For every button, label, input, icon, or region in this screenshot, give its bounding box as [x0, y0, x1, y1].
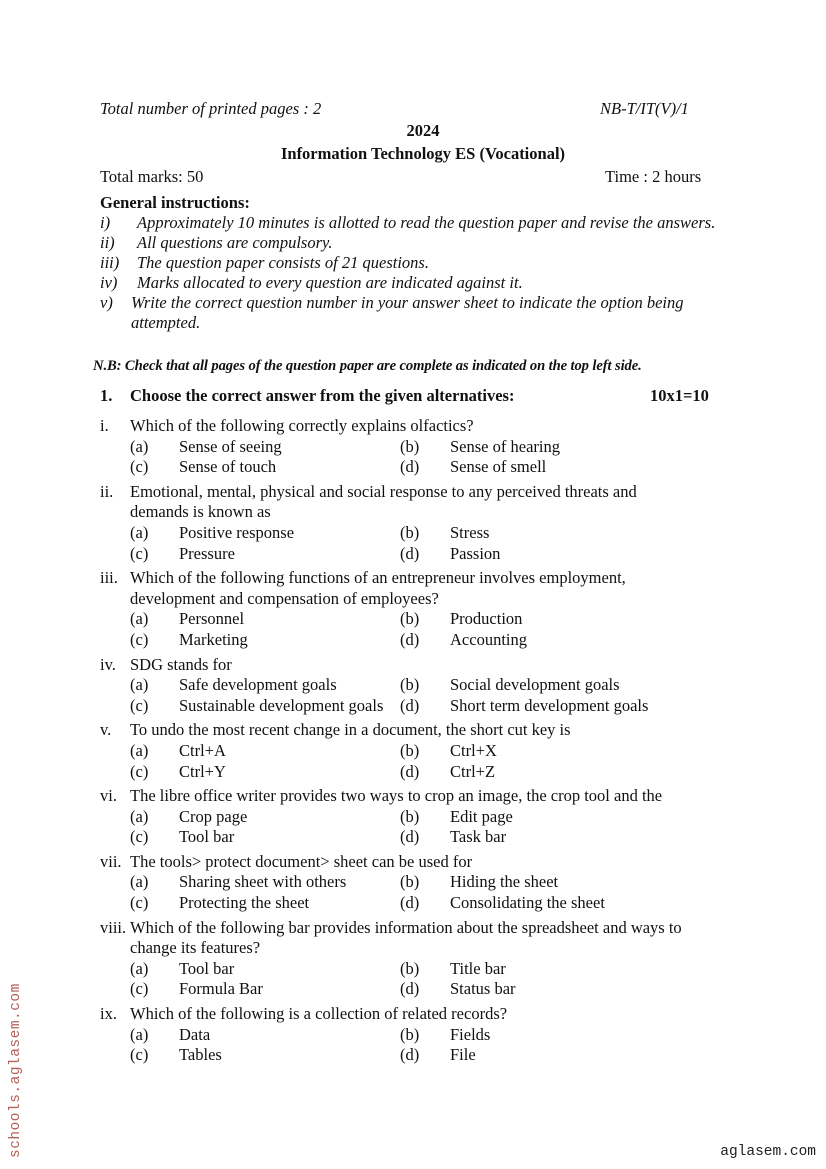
question	[100, 568, 740, 650]
question-text: Which of the following functions of an entrepreneur involves employment,	[130, 568, 626, 588]
question-text-line	[100, 938, 740, 959]
option-label: (c)	[130, 827, 149, 847]
option-text: Title bar	[450, 958, 506, 978]
instruction-number: ii)	[100, 233, 115, 252]
option-text: Sense of hearing	[450, 436, 560, 456]
option-label: (b)	[400, 436, 420, 456]
option-label: (c)	[130, 457, 149, 477]
question-text-line	[100, 589, 740, 610]
exam-year: 2024	[406, 121, 440, 140]
option-text: Positive response	[179, 522, 295, 542]
instruction-text: Approximately 10 minutes is allotted to read the question paper and revise the answers.	[137, 213, 716, 232]
question	[100, 852, 740, 914]
nb-note: N.B: Check that all pages of the question paper are complete as indicated on the top left side.	[93, 358, 642, 374]
question-text: development and compensation of employees?	[130, 588, 439, 608]
option-row	[100, 437, 740, 458]
option-label: (d)	[400, 695, 420, 715]
option-text: Fields	[450, 1024, 491, 1044]
option-row	[100, 523, 740, 544]
option-row	[100, 1025, 740, 1046]
option-row	[100, 741, 740, 762]
option-label: (b)	[400, 675, 420, 695]
question	[100, 482, 740, 564]
option-text: Tables	[179, 1045, 222, 1065]
question	[100, 1004, 740, 1066]
instruction-number: v)	[100, 293, 113, 312]
option-label: (a)	[130, 872, 149, 892]
instruction-text: Write the correct question number in your answer sheet to indicate the option being attempted.	[131, 293, 684, 332]
question-text: The libre office writer provides two ways to crop an image, the crop tool and the	[130, 786, 663, 806]
option-text: Ctrl+Z	[450, 761, 496, 781]
instruction-item	[100, 293, 748, 333]
question-text: SDG stands for	[130, 654, 232, 674]
option-row	[100, 544, 740, 565]
instruction-number: iii)	[100, 253, 120, 272]
option-text: Personnel	[179, 609, 245, 629]
question-text-line	[100, 568, 740, 589]
option-label: (a)	[130, 1024, 149, 1044]
question-text: To undo the most recent change in a document, the short cut key is	[130, 720, 571, 740]
instruction-item	[100, 273, 748, 293]
instruction-text: All questions are compulsory.	[137, 233, 333, 252]
question-text-line	[100, 416, 740, 437]
instruction-item	[100, 213, 748, 233]
question-text: The tools> protect document> sheet can be used for	[130, 851, 473, 871]
option-text: Formula Bar	[179, 979, 263, 999]
instruction-item	[100, 253, 748, 273]
total-marks: Total marks: 50	[100, 167, 204, 186]
question-text-line	[100, 655, 740, 676]
option-label: (b)	[400, 806, 420, 826]
option-text: Accounting	[450, 629, 527, 649]
question	[100, 786, 740, 848]
instructions-heading: General instructions:	[100, 193, 250, 212]
option-label: (d)	[400, 543, 420, 563]
option-label: (a)	[130, 806, 149, 826]
instruction-number: iv)	[100, 273, 118, 292]
option-label: (d)	[400, 457, 420, 477]
option-label: (c)	[130, 695, 149, 715]
option-label: (b)	[400, 740, 420, 760]
instruction-text: Marks allocated to every question are indicated against it.	[137, 273, 523, 292]
instruction-number: i)	[100, 213, 111, 232]
option-label: (c)	[130, 761, 149, 781]
option-text: Pressure	[179, 543, 235, 563]
option-text: Edit page	[450, 806, 513, 826]
option-row	[100, 630, 740, 651]
question-text-line	[100, 502, 740, 523]
option-text: Passion	[450, 543, 501, 563]
watermark-right: aglasem.com	[720, 1144, 816, 1160]
option-text: Marketing	[179, 629, 248, 649]
option-label: (d)	[400, 629, 420, 649]
question	[100, 655, 740, 717]
option-row	[100, 872, 740, 893]
option-label: (c)	[130, 1045, 149, 1065]
option-label: (b)	[400, 1024, 420, 1044]
question-number: ix.	[100, 1004, 117, 1024]
option-text: Sense of touch	[179, 457, 277, 477]
question-text-line	[100, 918, 740, 939]
option-row	[100, 762, 740, 783]
option-text: Sharing sheet with others	[179, 872, 347, 892]
instructions-list	[100, 213, 748, 333]
question-text-line	[100, 1004, 740, 1025]
option-row	[100, 675, 740, 696]
option-label: (a)	[130, 436, 149, 456]
option-row	[100, 979, 740, 1000]
question-text: Which of the following bar provides information about the spreadsheet and ways to	[130, 917, 682, 937]
instruction-item	[100, 233, 748, 253]
option-text: Hiding the sheet	[450, 872, 559, 892]
question-text: Emotional, mental, physical and social response to any perceived threats and	[130, 481, 637, 501]
option-row	[100, 827, 740, 848]
option-row	[100, 609, 740, 630]
option-label: (a)	[130, 675, 149, 695]
option-text: Stress	[450, 522, 490, 542]
option-label: (a)	[130, 609, 149, 629]
option-label: (b)	[400, 872, 420, 892]
option-label: (d)	[400, 761, 420, 781]
option-row	[100, 457, 740, 478]
option-text: Production	[450, 609, 523, 629]
option-row	[100, 1045, 740, 1066]
question-number: ii.	[100, 481, 114, 501]
paper-title: Information Technology ES (Vocational)	[280, 144, 566, 163]
option-text: Safe development goals	[179, 675, 337, 695]
question-text: Which of the following is a collection of related records?	[130, 1004, 508, 1024]
question-number: iii.	[100, 568, 118, 588]
option-label: (a)	[130, 740, 149, 760]
question-text-line	[100, 720, 740, 741]
question-text-line	[100, 786, 740, 807]
option-label: (b)	[400, 609, 420, 629]
time-allowed: Time : 2 hours	[605, 167, 702, 186]
option-label: (c)	[130, 629, 149, 649]
question-text-line	[100, 852, 740, 873]
option-label: (d)	[400, 1045, 420, 1065]
option-text: Ctrl+X	[450, 740, 497, 760]
question-text: demands is known as	[130, 502, 271, 522]
question-number: v.	[100, 720, 112, 740]
option-label: (c)	[130, 543, 149, 563]
option-text: File	[450, 1045, 476, 1065]
question-number: vi.	[100, 786, 117, 806]
option-label: (c)	[130, 979, 149, 999]
option-text: Tool bar	[179, 958, 235, 978]
option-label: (d)	[400, 827, 420, 847]
option-label: (d)	[400, 979, 420, 999]
question	[100, 720, 740, 782]
section-marks: 10x1=10	[650, 386, 709, 405]
option-text: Consolidating the sheet	[450, 893, 605, 913]
option-text: Short term development goals	[450, 695, 649, 715]
option-text: Status bar	[450, 979, 516, 999]
option-text: Task bar	[450, 827, 507, 847]
option-text: Sense of smell	[450, 457, 547, 477]
question	[100, 918, 740, 1000]
question-text-line	[100, 482, 740, 503]
option-label: (a)	[130, 958, 149, 978]
instruction-text: The question paper consists of 21 questions.	[137, 253, 429, 272]
option-row	[100, 807, 740, 828]
option-text: Ctrl+A	[179, 740, 226, 760]
watermark-left: schools.aglasem.com	[8, 983, 24, 1158]
option-label: (d)	[400, 893, 420, 913]
option-label: (b)	[400, 522, 420, 542]
option-label: (b)	[400, 958, 420, 978]
question-number: i.	[100, 416, 109, 435]
option-text: Data	[179, 1024, 211, 1044]
option-label: (c)	[130, 893, 149, 913]
option-label: (a)	[130, 522, 149, 542]
printed-pages: Total number of printed pages : 2	[100, 99, 322, 118]
question-text: Which of the following correctly explains olfactics?	[130, 416, 474, 435]
option-text: Tool bar	[179, 827, 235, 847]
option-text: Ctrl+Y	[179, 761, 226, 781]
question-number: vii.	[100, 851, 122, 871]
question-list	[100, 412, 740, 1066]
option-text: Crop page	[179, 806, 248, 826]
question-number: viii.	[100, 917, 127, 937]
paper-code: NB-T/IT(V)/1	[600, 99, 689, 118]
option-row	[100, 893, 740, 914]
option-text: Sense of seeing	[179, 436, 282, 456]
option-text: Sustainable development goals	[179, 695, 384, 715]
option-row	[100, 696, 740, 717]
option-text: Protecting the sheet	[179, 893, 310, 913]
option-row	[100, 959, 740, 980]
section-title: Choose the correct answer from the given alternatives:	[130, 386, 515, 405]
question-text: change its features?	[130, 938, 261, 958]
question-number: iv.	[100, 654, 116, 674]
section-number: 1.	[100, 386, 113, 405]
question	[100, 416, 740, 478]
option-text: Social development goals	[450, 675, 620, 695]
